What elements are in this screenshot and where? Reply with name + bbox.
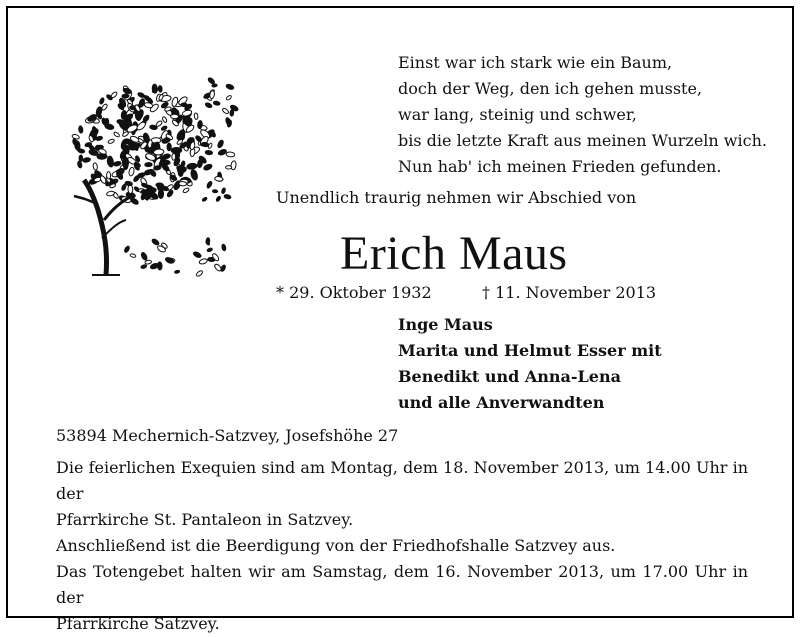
poem-line: doch der Weg, den ich gehen musste, [398,79,703,98]
windblown-tree-icon [54,70,240,280]
mourner-line: Marita und Helmut Esser mit [398,341,662,360]
family-address: 53894 Mechernich-Satzvey, Josefshöhe 27 [56,426,399,445]
poem-line: Nun hab' ich meinen Frieden gefunden. [398,157,722,176]
poem-line: Einst war ich stark wie ein Baum, [398,53,673,72]
mourner-line: und alle Anverwandten [398,393,605,412]
death-date: † 11. November 2013 [482,283,657,302]
poem-line: bis die letzte Kraft aus meinen Wurzeln wich. [398,131,767,150]
mourners-list [398,312,662,416]
obituary-notice [6,6,794,633]
mourner-line: Benedikt und Anna-Lena [398,367,621,386]
exequien-text-line2: Pfarrkirche St. Pantaleon in Satzvey. [56,510,354,529]
birth-date: * 29. Oktober 1932 [276,283,432,302]
mourner-line: Inge Maus [398,315,493,334]
burial-text: Anschließend ist die Beerdigung von der Friedhofshalle Satzvey aus. [56,536,616,555]
poem-line: war lang, steinig und schwer, [398,105,637,124]
poem [398,50,767,180]
prayer-text-line2: Pfarrkirche Satzvey. [56,614,220,633]
farewell-intro: Unendlich traurig nehmen wir Abschied von [276,188,637,207]
prayer-text-line1: Das Totengebet halten wir am Samstag, dem 16. November 2013, um 17.00 Uhr in der [56,562,748,607]
deceased-name: Erich Maus [340,227,568,280]
service-details [56,455,748,637]
exequien-text-line1: Die feierlichen Exequien sind am Montag, dem 18. November 2013, um 14.00 Uhr in der [56,458,748,503]
